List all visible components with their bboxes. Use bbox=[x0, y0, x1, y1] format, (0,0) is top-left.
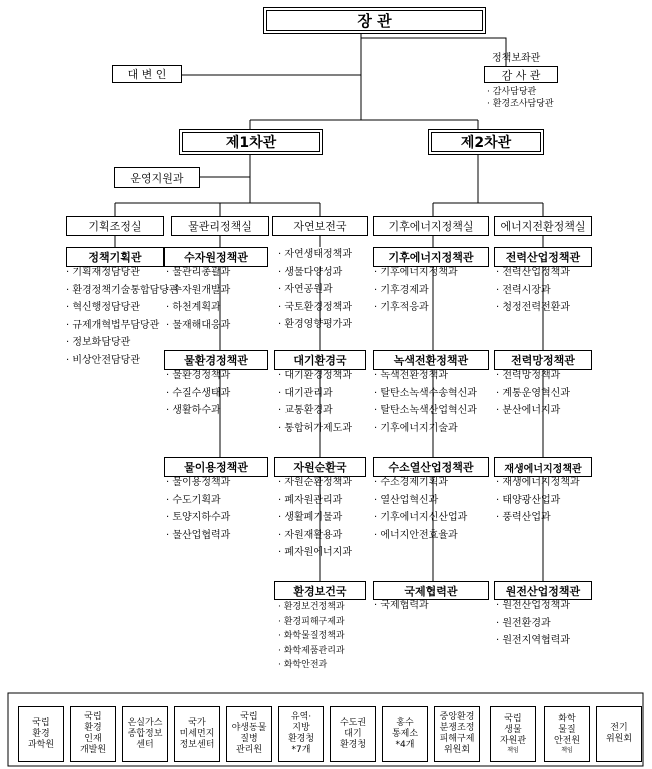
division-item: · 녹색전환정책과 bbox=[374, 367, 477, 385]
division-item: · 대기관리과 bbox=[278, 385, 352, 403]
bureau-box: 수자원정책관 bbox=[164, 247, 268, 267]
division-list bbox=[278, 600, 345, 673]
minister-box: 장 관 bbox=[263, 7, 486, 34]
spokesperson-box: 대 변 인 bbox=[112, 65, 182, 83]
division-item: · 토양지하수과 bbox=[166, 509, 230, 527]
division-item: · 원전지역협력과 bbox=[496, 632, 570, 650]
division-item: · 대기환경정책과 bbox=[278, 367, 352, 385]
division-item: · 재생에너지정책과 bbox=[496, 474, 580, 492]
division-item: · 환경보건정책과 bbox=[278, 600, 345, 615]
bureau-box: 자원순환국 bbox=[274, 457, 366, 477]
division-list bbox=[166, 367, 230, 420]
division-list bbox=[278, 246, 352, 334]
division-item: · 계통운영혁신과 bbox=[496, 385, 570, 403]
bureau-box: 환경보건국 bbox=[274, 581, 366, 600]
office-box: 자연보전국 bbox=[272, 216, 368, 236]
policy-advisor-label: 정책보좌관 bbox=[492, 53, 541, 64]
division-item: · 화학안전과 bbox=[278, 658, 345, 673]
division-item: · 풍력산업과 bbox=[496, 509, 580, 527]
bureau-box: 국제협력관 bbox=[373, 581, 489, 600]
division-item: · 환경피해구제과 bbox=[278, 615, 345, 630]
affiliate-box: 국립 환경 인재 개발원 bbox=[70, 706, 116, 762]
division-list bbox=[166, 264, 230, 334]
division-item: · 태양광산업과 bbox=[496, 492, 580, 510]
division-list bbox=[496, 474, 580, 527]
division-item: · 청정전력전환과 bbox=[496, 299, 570, 317]
division-item: · 정보화담당관 bbox=[66, 334, 179, 352]
division-item: · 수자원개발과 bbox=[166, 282, 230, 300]
division-item: · 물이용정책과 bbox=[166, 474, 230, 492]
vice-minister-2-box: 제2차관 bbox=[428, 129, 544, 155]
division-item: · 비상안전담당관 bbox=[66, 352, 179, 370]
division-item: · 통합허가제도과 bbox=[278, 420, 352, 438]
affiliate-box: 국립 생물 자원관 책임 bbox=[490, 706, 536, 762]
support-division-box: 운영지원과 bbox=[114, 167, 200, 188]
auditor-item: · 감사담당관 bbox=[487, 86, 554, 98]
division-item: · 탈탄소녹색산업혁신과 bbox=[374, 402, 477, 420]
office-box: 물관리정책실 bbox=[171, 216, 269, 236]
division-item: · 혁신행정담당관 bbox=[66, 299, 179, 317]
bureau-box: 수소열산업정책관 bbox=[373, 457, 489, 477]
division-item: · 수소경제기획과 bbox=[374, 474, 467, 492]
office-box: 기획조정실 bbox=[66, 216, 164, 236]
office-box: 에너지전환정책실 bbox=[494, 216, 592, 236]
division-item: · 기후적응과 bbox=[374, 299, 458, 317]
affiliate-box: 전기 위원회 bbox=[596, 706, 642, 762]
affiliate-box: 수도권 대기 환경청 bbox=[330, 706, 376, 762]
division-item: · 수도기획과 bbox=[166, 492, 230, 510]
auditor-list bbox=[487, 86, 554, 110]
affiliate-box: 국가 미세먼지 정보센터 bbox=[174, 706, 220, 762]
bureau-box: 물이용정책관 bbox=[164, 457, 268, 477]
division-item: · 전력망정책과 bbox=[496, 367, 570, 385]
bureau-box: 물환경정책관 bbox=[164, 350, 268, 370]
division-list bbox=[166, 474, 230, 544]
division-item: · 기후에너지신산업과 bbox=[374, 509, 467, 527]
division-item: · 물환경정책과 bbox=[166, 367, 230, 385]
division-item: · 탈탄소녹색수송혁신과 bbox=[374, 385, 477, 403]
division-item: · 물산업협력과 bbox=[166, 527, 230, 545]
division-item: · 폐자원에너지과 bbox=[278, 544, 352, 562]
division-list bbox=[496, 367, 570, 420]
division-item: · 전력산업정책과 bbox=[496, 264, 570, 282]
affiliate-box: 홍수 통제소 *4개 bbox=[382, 706, 428, 762]
affiliate-box: 중앙환경 분쟁조정 피해구제 위원회 bbox=[434, 706, 480, 762]
affiliate-box: 유역· 지방 환경청 *7개 bbox=[278, 706, 324, 762]
bureau-box: 원전산업정책관 bbox=[494, 581, 592, 600]
bureau-box: 전력산업정책관 bbox=[494, 247, 592, 267]
division-item: · 화학물질정책과 bbox=[278, 629, 345, 644]
division-item: · 자원순환정책과 bbox=[278, 474, 352, 492]
division-item: · 자연공원과 bbox=[278, 281, 352, 299]
division-item: · 생활폐기물과 bbox=[278, 509, 352, 527]
bureau-box: 정책기획관 bbox=[66, 247, 164, 267]
bureau-box: 녹색전환정책관 bbox=[373, 350, 489, 370]
affiliate-box: 화학 물질 안전원 책임 bbox=[544, 706, 590, 762]
affiliate-box: 국립 야생동물 질병 관리원 bbox=[226, 706, 272, 762]
division-item: · 자원재활용과 bbox=[278, 527, 352, 545]
division-item: · 폐자원관리과 bbox=[278, 492, 352, 510]
bureau-box: 기후에너지정책관 bbox=[373, 247, 489, 267]
vice-minister-1-box: 제1차관 bbox=[179, 129, 323, 155]
auditor-item: · 환경조사담당관 bbox=[487, 98, 554, 110]
division-list bbox=[496, 264, 570, 317]
division-item: · 국토환경정책과 bbox=[278, 299, 352, 317]
division-item: · 에너지안전효율과 bbox=[374, 527, 467, 545]
affiliate-box: 온실가스 종합정보 센터 bbox=[122, 706, 168, 762]
division-item: · 열산업혁신과 bbox=[374, 492, 467, 510]
bureau-box: 대기환경국 bbox=[274, 350, 366, 370]
office-box: 기후에너지정책실 bbox=[373, 216, 489, 236]
division-item: · 규제개혁법무담당관 bbox=[66, 317, 179, 335]
affiliate-box: 국립 환경 과학원 bbox=[18, 706, 64, 762]
division-item: · 물재해대응과 bbox=[166, 317, 230, 335]
division-item: · 원전환경과 bbox=[496, 615, 570, 633]
division-list bbox=[374, 597, 429, 615]
division-item: · 환경정책기술통합담당관 bbox=[66, 282, 179, 300]
division-item: · 하천계획과 bbox=[166, 299, 230, 317]
division-item: · 국제협력과 bbox=[374, 597, 429, 615]
division-item: · 원전산업정책과 bbox=[496, 597, 570, 615]
division-list bbox=[278, 474, 352, 562]
auditor-box: 감 사 관 bbox=[484, 66, 558, 83]
division-item: · 기후에너지기술과 bbox=[374, 420, 477, 438]
division-item: · 수질수생태과 bbox=[166, 385, 230, 403]
division-list bbox=[374, 474, 467, 544]
division-item: · 생활하수과 bbox=[166, 402, 230, 420]
division-item: · 전력시장과 bbox=[496, 282, 570, 300]
division-item: · 화학제품관리과 bbox=[278, 644, 345, 659]
division-list bbox=[66, 264, 179, 369]
division-item: · 분산에너지과 bbox=[496, 402, 570, 420]
bureau-box: 재생에너지정책관 bbox=[494, 457, 592, 477]
division-item: · 기후경제과 bbox=[374, 282, 458, 300]
division-item: · 교통환경과 bbox=[278, 402, 352, 420]
division-list bbox=[374, 367, 477, 437]
division-list bbox=[278, 367, 352, 437]
division-item: · 기획재정담당관 bbox=[66, 264, 179, 282]
division-item: · 환경영향평가과 bbox=[278, 316, 352, 334]
division-item: · 물관리총괄과 bbox=[166, 264, 230, 282]
division-item: · 자연생태정책과 bbox=[278, 246, 352, 264]
division-list bbox=[496, 597, 570, 650]
division-item: · 생물다양성과 bbox=[278, 264, 352, 282]
division-item: · 기후에너지정책과 bbox=[374, 264, 458, 282]
division-list bbox=[374, 264, 458, 317]
bureau-box: 전력망정책관 bbox=[494, 350, 592, 370]
